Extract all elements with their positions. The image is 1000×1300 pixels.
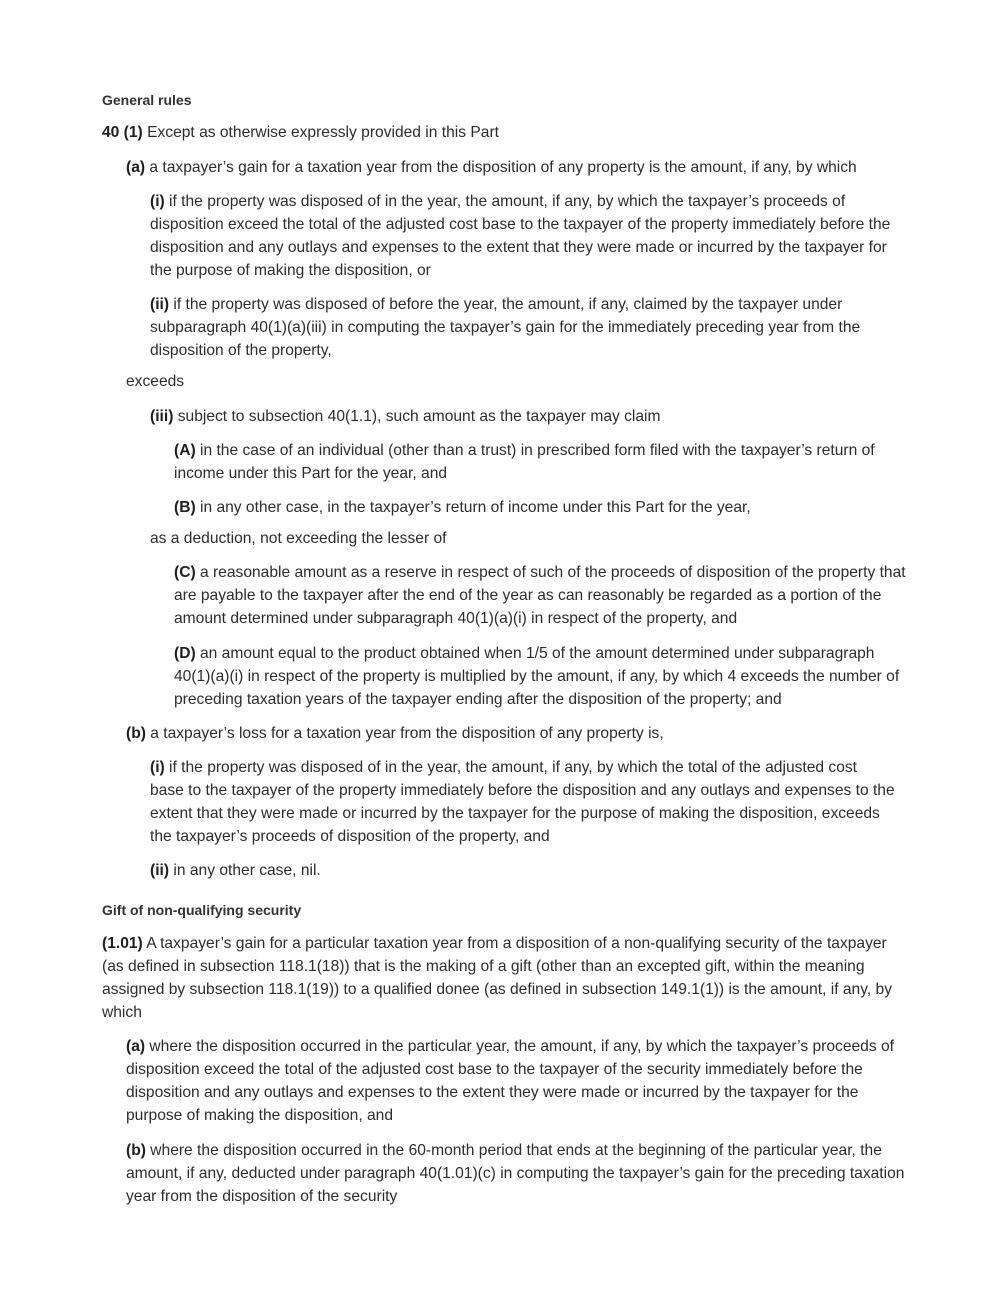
provision-number: (i) [150, 193, 165, 210]
clause-C [174, 561, 909, 630]
paragraph-40-1-b [126, 722, 906, 745]
provision-number: (B) [174, 499, 196, 516]
provision-text: in the case of an individual (other than a trust) in prescribed form filed with the taxpayer’s return of income under this Part for the year, and [174, 442, 875, 482]
provision-text: where the disposition occurred in the particular year, the amount, if any, by which the taxpayer’s proceeds of disposition exceed the total of the adjusted cost base to the taxpayer of the security immediately before the disposition and any outlays and expenses to the extent they were made or incurred by the taxpayer for the purpose of making the disposition, and [126, 1038, 894, 1124]
provision-text: if the property was disposed of before the year, the amount, if any, claimed by the taxpayer under subparagraph 40(1)(a)(iii) in computing the taxpayer’s gain for the immediately preceding year from the disposition of the property, [150, 296, 861, 359]
provision-text: a reasonable amount as a reserve in respect of such of the proceeds of disposition of the property that are payable to the taxpayer after the end of the year as can reasonably be regarded as a portion of the amount determined under subparagraph 40(1)(a)(i) in respect of the property, and [174, 564, 906, 627]
clause-D [174, 642, 909, 711]
subparagraph-40-1-b-ii [150, 859, 895, 882]
connector-exceeds: exceeds [126, 373, 185, 390]
provision-number: (iii) [150, 408, 174, 425]
provision-number: (a) [126, 159, 146, 176]
provision-text: A taxpayer’s gain for a particular taxation year from a disposition of a non-qualifying security of the taxpayer (as defined in subsection 118.1(18)) that is the making of a gift (other than an excepted gift, within the meaning assigned by subsection 118.1(19)) to a qualified donee (as defined in subsection 149.1(1)) is the amount, if any, by which [102, 935, 892, 1021]
provision-number: (ii) [150, 862, 170, 879]
provision-text: subject to subsection 40(1.1), such amount as the taxpayer may claim [173, 408, 661, 425]
provision-number: (C) [174, 564, 196, 581]
provision-number: (b) [126, 725, 146, 742]
subparagraph-40-1-a-i [150, 190, 895, 282]
provision-number: (1.01) [102, 935, 143, 952]
paragraph-40-1-a [126, 156, 906, 179]
provision-text: Except as otherwise expressly provided in this Part [142, 124, 499, 141]
paragraph-40-1-01-b [126, 1139, 906, 1208]
provision-number: (a) [126, 1038, 146, 1055]
section-heading-gift: Gift of non-qualifying security [102, 902, 302, 918]
provision-text: a taxpayer’s gain for a taxation year from the disposition of any property is the amount, if any, by which [145, 159, 857, 176]
subparagraph-40-1-b-i [150, 756, 895, 848]
provision-text: if the property was disposed of in the year, the amount, if any, by which the taxpayer’s proceeds of disposition exceed the total of the adjusted cost base to the taxpayer of the property immediately before the disposition and any outlays and expenses to the extent that they were made or incurred by the taxpayer for the purpose of making the disposition, or [150, 193, 891, 279]
subparagraph-40-1-a-ii [150, 293, 895, 362]
provision-text: a taxpayer’s loss for a taxation year from the disposition of any property is, [145, 725, 664, 742]
clause-A [174, 439, 909, 485]
provision-text: in any other case, nil. [169, 862, 321, 879]
provision-number: (b) [126, 1142, 146, 1159]
provision-number: (i) [150, 759, 165, 776]
connector-deduction: as a deduction, not exceeding the lesser of [150, 530, 447, 547]
provision-number: (D) [174, 645, 196, 662]
provision-text: if the property was disposed of in the year, the amount, if any, by which the total of the adjusted cost base to the taxpayer of the property immediately before the disposition and any outlays and expenses to the extent that they were made or incurred by the taxpayer for the purpose of making the disposition, exceeds the taxpayer’s proceeds of disposition of the property, and [150, 759, 895, 845]
provision-number: (A) [174, 442, 196, 459]
paragraph-40-1-01-a [126, 1035, 906, 1127]
subsection-40-1 [102, 121, 902, 144]
provision-number: 40 (1) [102, 124, 143, 141]
subparagraph-40-1-a-iii [150, 405, 895, 428]
provision-text: an amount equal to the product obtained when 1/5 of the amount determined under subparagraph 40(1)(a)(i) in respect of the property is multiplied by the amount, if any, by which 4 exceeds the number of preceding taxation years of the taxpayer ending after the disposition of the property; and [174, 645, 900, 708]
provision-text: where the disposition occurred in the 60-month period that ends at the beginning of the particular year, the amount, if any, deducted under paragraph 40(1.01)(c) in computing the taxpayer’s gain for the preceding taxation year from the disposition of the security [126, 1142, 905, 1205]
provision-number: (ii) [150, 296, 170, 313]
subsection-40-1-01 [102, 932, 902, 1024]
provision-text: in any other case, in the taxpayer’s return of income under this Part for the year, [195, 499, 751, 516]
section-heading-general-rules: General rules [102, 92, 192, 108]
clause-B [174, 496, 909, 519]
